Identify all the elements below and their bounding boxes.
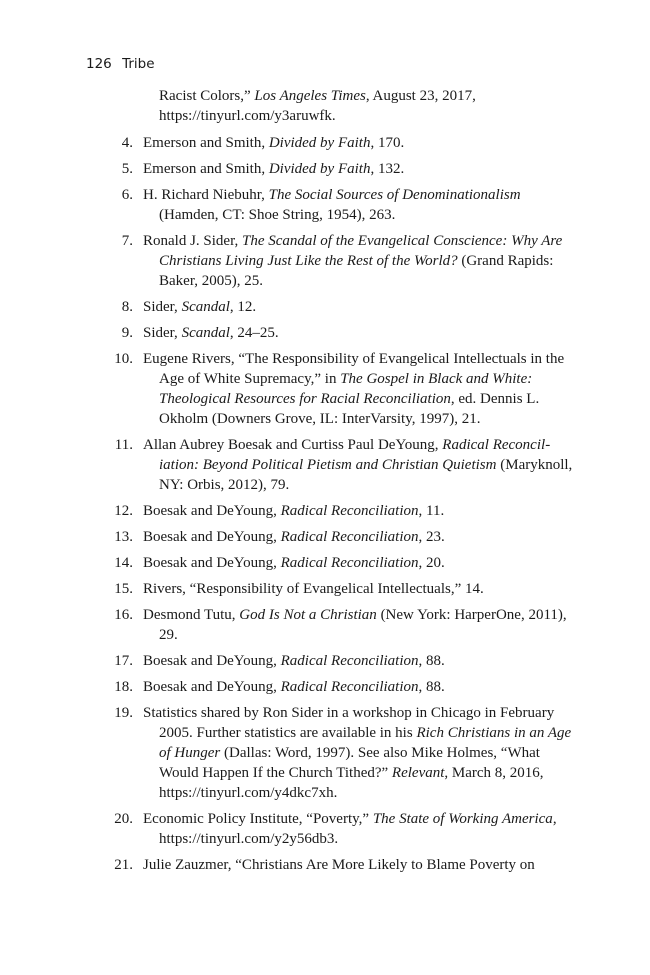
endnote-number: 6. [121,187,133,203]
endnote-item [100,435,580,495]
endnote-number: 21. [114,857,133,873]
endnote-number: 8. [121,299,133,315]
note-text: , https://tinyurl.com/y2y56db3. [159,811,557,847]
endnote-text [143,187,521,223]
note-text: (Dallas: Word, 1997). See also Mike Holmes, “What Would Happen If the Church Tithed?” [159,745,540,781]
endnote-text [143,811,557,847]
endnote-number: 9. [121,325,133,341]
endnote-text [143,437,572,493]
note-text: , 23. [418,529,445,545]
note-text: Boesak and DeYoung, [143,529,281,545]
note-text: Allan Aubrey Boesak and Curtiss Paul DeYoung, [143,437,443,453]
endnote-item [100,323,580,343]
running-head [86,56,155,72]
italic-title-text: The Gospel in Black and White: Theological Resources for Racial Reconciliation [159,371,533,407]
endnote-number: 12. [114,503,133,519]
endnote-number: 14. [114,555,133,571]
note-text: , 88. [418,653,445,669]
endnote-item [100,677,580,697]
endnote-number: 19. [114,705,133,721]
endnote-number: 11. [114,437,133,453]
endnote-text [143,325,279,341]
note-text: (Maryknoll, NY: Orbis, 2012), 79. [159,457,573,493]
italic-title-text: The State of Working America [372,811,553,827]
endnote-item [100,553,580,573]
endnote-number: 20. [114,811,133,827]
note-text: Boesak and DeYoung, [143,503,281,519]
italic-title-text: The Scandal of the Evangelical Conscience: Why Are Christians Living Just Like the Rest of the World? [159,233,563,269]
endnote-item [100,297,580,317]
note-text: (Hamden, CT: Shoe String, 1954), 263. [159,207,396,223]
italic-title-text: Radical Reconciliation [280,555,419,571]
italic-title-text: Scandal [181,299,230,315]
endnote-item [100,703,580,803]
note-text: , ed. Dennis L. Okholm (Downers Grove, IL: InterVarsity, 1997), 21. [159,391,540,427]
note-text: , March 8, 2016, https://tinyurl.com/y4dkc7xh. [159,765,544,801]
endnote-number: 10. [114,351,133,367]
note-text: Emerson and Smith, [143,135,269,151]
note-text: Emerson and Smith, [143,161,269,177]
note-text: , August 23, 2017, https://tinyurl.com/y3aruwfk. [159,88,476,124]
endnote-number: 15. [114,581,133,597]
endnote-text [143,299,256,315]
note-text: , 132. [370,161,405,177]
endnote-item [100,855,580,875]
endnote-text [143,135,404,151]
endnotes-list [100,86,580,881]
endnote-number: 13. [114,529,133,545]
note-text: Boesak and DeYoung, [143,653,281,669]
italic-title-text: Radical Reconciliation [280,653,419,669]
italic-title-text: Los Angeles Times [254,88,366,104]
note-text: H. Richard Niebuhr, [143,187,269,203]
endnote-item [100,159,580,179]
endnote-item [100,809,580,849]
endnote-text [143,653,445,669]
endnote-number: 4. [121,135,133,151]
italic-title-text: Radical Reconciliation: Beyond Political Pietism and Christian Quietism [159,437,551,473]
note-text: , 170. [370,135,405,151]
italic-title-text: Divided by Faith [268,135,371,151]
note-text: Sider, [143,299,182,315]
continued-note [100,86,580,126]
note-text: Rivers, “Responsibility of Evangelical Intellectuals,” 14. [143,581,484,597]
italic-title-text: Radical Reconciliation [280,503,419,519]
endnote-number: 7. [121,233,133,249]
note-text: Desmond Tutu, [143,607,240,623]
endnote-item [100,133,580,153]
note-text: , 12. [229,299,257,315]
note-text: , 88. [418,679,445,695]
page-number: 126 [86,56,112,72]
note-text: , 20. [418,555,445,571]
endnote-item [100,605,580,645]
endnote-text [143,679,445,695]
note-text: , 11. [418,503,445,519]
endnote-text [143,233,562,289]
note-text: , 24–25. [229,325,279,341]
italic-title-text: Radical Reconciliation [280,529,419,545]
endnote-text [143,705,571,801]
italic-title-text: The Social Sources of Denominationalism [268,187,521,203]
endnote-item [100,651,580,671]
note-text: (Grand Rapids: Baker, 2005), 25. [159,253,554,289]
note-text: Statistics shared by Ron Sider in a workshop in Chicago in February 2005. Further statistics are available in his [143,705,555,741]
italic-title-text: Radical Reconciliation [280,679,419,695]
note-text: (New York: HarperOne, 2011), 29. [159,607,567,643]
note-text: Boesak and DeYoung, [143,679,281,695]
endnote-text [143,351,564,427]
endnote-number: 16. [114,607,133,623]
endnote-number: 17. [114,653,133,669]
book-title: Tribe [122,56,155,72]
endnote-number: 18. [114,679,133,695]
endnote-text [143,581,484,597]
italic-title-text: Divided by Faith [268,161,371,177]
endnote-text [143,161,404,177]
endnote-item [100,231,580,291]
endnote-text [143,857,535,873]
endnote-number: 5. [121,161,133,177]
note-text: Ronald J. Sider, [143,233,242,249]
notes-container [100,133,580,875]
endnote-text [143,503,444,519]
note-text: Economic Policy Institute, “Poverty,” [143,811,373,827]
endnote-item [100,579,580,599]
endnote-text [143,607,567,643]
note-text: Julie Zauzmer, “Christians Are More Likely to Blame Poverty on [143,857,535,873]
italic-title-text: Scandal [181,325,230,341]
note-text: Sider, [143,325,182,341]
endnote-text [143,555,445,571]
endnote-item [100,185,580,225]
endnote-item [100,349,580,429]
endnote-text [143,529,445,545]
italic-title-text: Relevant [391,765,445,781]
endnote-item [100,527,580,547]
endnote-item [100,501,580,521]
note-text: Racist Colors,” [159,88,255,104]
note-text: Boesak and DeYoung, [143,555,281,571]
italic-title-text: God Is Not a Christian [239,607,377,623]
italic-title-text: Rich Christians in an Age of Hunger [159,725,572,761]
note-text: Eugene Rivers, “The Responsibility of Evangelical Intellectuals in the Age of White Supremacy,” in [143,351,565,387]
